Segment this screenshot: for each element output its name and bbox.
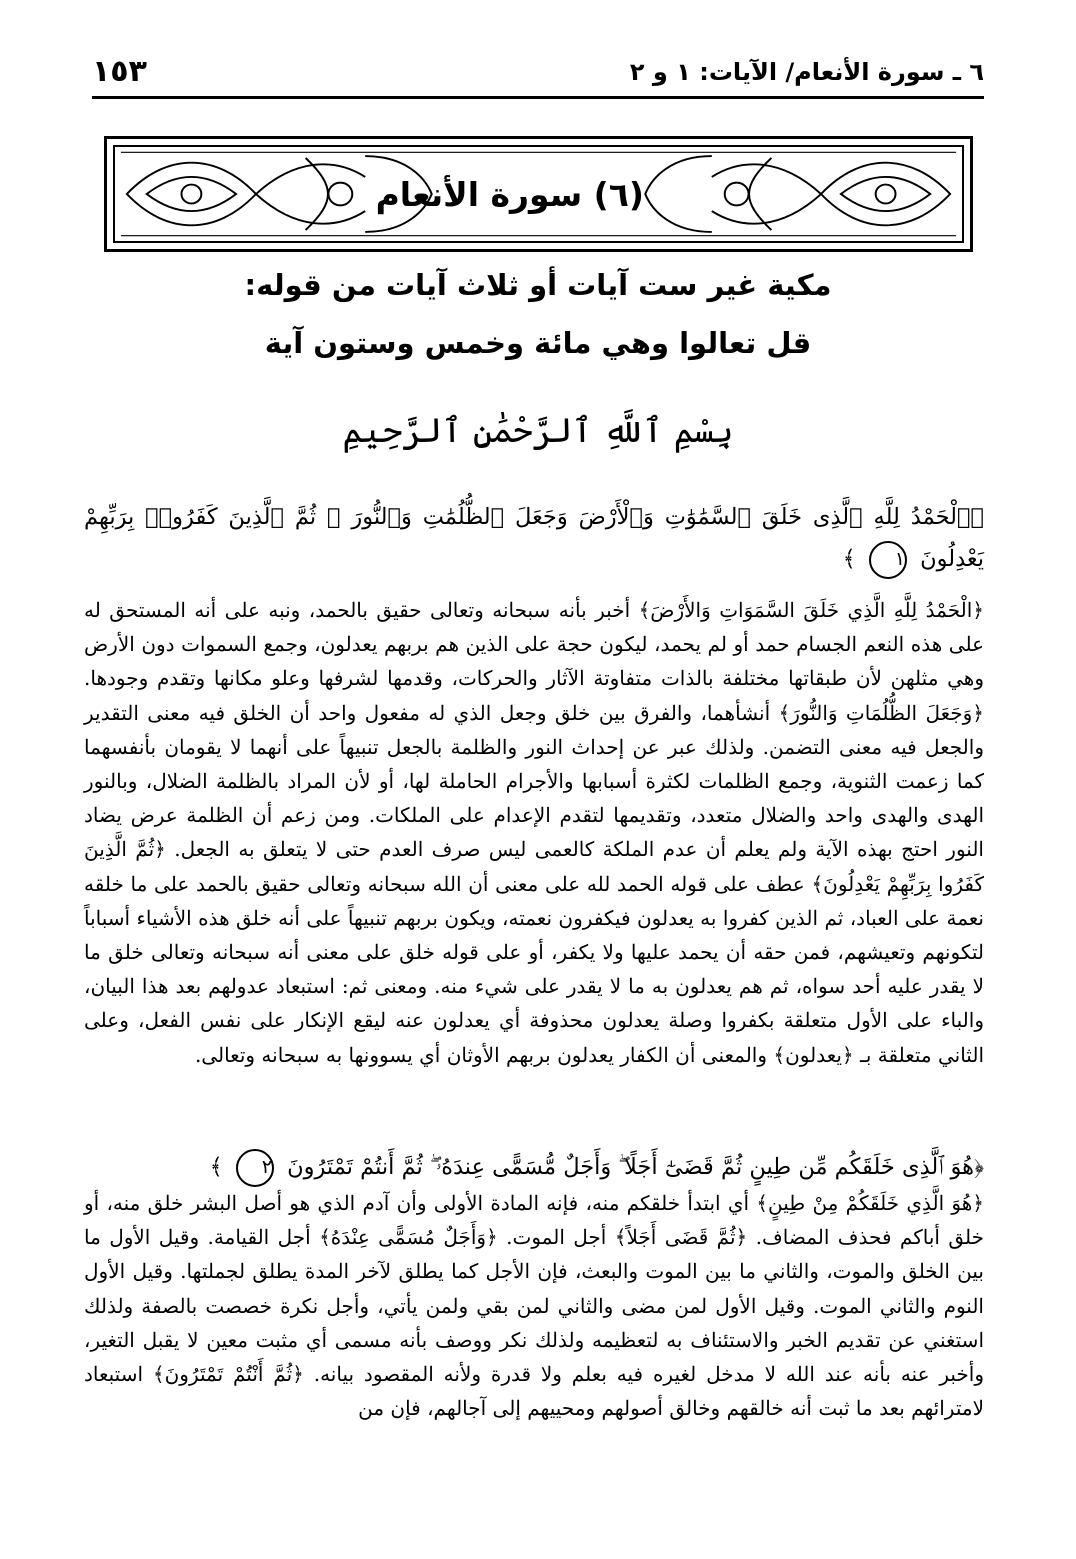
running-header (92, 54, 984, 92)
verse-1-text: ﴿ٱلْحَمْدُ لِلَّهِ ٱلَّذِى خَلَقَ ٱلسَّمَٰوَٰتِ وَٱلْأَرْضَ وَجَعَلَ ٱلظُّلُمَٰتِ وَٱلنُّورَ ۖ ثُمَّ ٱلَّذِينَ كَفَرُوا۟ بِرَبِّهِمْ يَعْدِلُونَ (84, 504, 984, 572)
verse-2-close: ﴾ (209, 1154, 223, 1180)
tafsir-paragraph: ﴿هُوَ الَّذِي خَلَقَكُمْ مِنْ طِينٍ﴾ أي ابتدأ خلقكم منه، فإنه المادة الأولى وأن آدم الذي هو أصل البشر خلق منه، أو خلق أباكم فحذف المضاف. ﴿ثُمَّ قَضَى أَجَلاً﴾ أجل الموت. ﴿وَأَجَلٌ مُسَمًّى عِنْدَهُ﴾ أجل القيامة. وقيل الأول ما بين الخلق والموت، والثاني ما بين الموت والبعث، فإن الأجل كما يطلق لآخر المدة يطلق لجملتها. وقيل الأول النوم والثاني الموت. وقيل الأول لمن مضى والثاني لمن بقي ولمن يأتي، وأجل نكرة خصصت بالصفة ولذلك استغني عن تقديم الخبر والاستئناف به لتعظيمه ولذلك نكر ووصف بأنه مسمى أي مثبت معين لا يقبل التغير، وأخبر عنه بأنه عند الله لا مدخل لغيره فيه بعلم ولا قدرة ولأنه المقصود بيانه. ﴿ثُمَّ أَنْتُمْ تَمْتَرُونَ﴾ استبعاد لامترائهم بعد ما ثبت أنه خالقهم وخالق أصولهم ومحييهم إلى آجالهم، فإن من (84, 1191, 984, 1421)
header-rule (92, 96, 984, 99)
basmala: بِسْمِ ٱللَّهِ ٱلرَّحْمَٰنِ ٱلرَّحِيمِ (342, 411, 734, 451)
tafsir-verse-1 (84, 593, 984, 1072)
quran-verse-2 (84, 1146, 984, 1188)
tafsir-paragraph: ﴿الْحَمْدُ لِلَّهِ الَّذِي خَلَقَ السَّمَوَاتِ وَالأَرْضَ﴾ أخبر بأنه سبحانه وتعالى حقيق بالحمد، ونبه على أنه المستحق له على هذه النعم الجسام حمد أو لم يحمد، ليكون حجة على الذين هم بربهم يعدلون، وجمع السموات دون الأرض وهي مثلهن لأن طبقاتها مختلفة بالذات متفاوتة الآثار والحركات، وقدمها لشرفها وعلو مكانها وتقدم وجودها. ﴿وَجَعَلَ الظُّلُمَاتِ وَالنُّورَ﴾ أنشأهما، والفرق بين خلق وجعل الذي له مفعول واحد أن الخلق فيه معنى التقدير والجعل فيه معنى التضمن. ولذلك عبر عن إحداث النور والظلمة بالجعل تنبيهاً على أنهما لا يقومان بأنفسهما كما زعمت الثنوية، وجمع الظلمات لكثرة أسبابها والأجرام الحاملة لها، أو لأن المراد بالظلمة الضلال، وبالنور الهدى والهدى واحد والضلال متعدد، وتقديمها لتقدم الإعدام على الملكات. ومن زعم أن الظلمة عرض يضاد النور احتج بهذه الآية ولم يعلم أن عدم الملكة كالعمى ليس صرف العدم حتى لا يتعلق به الجعل. ﴿ثُمَّ الَّذِينَ كَفَرُوا بِرَبِّهِمْ يَعْدِلُونَ﴾ عطف على قوله الحمد لله على معنى أن الله سبحانه وتعالى حقيق بالحمد على ما خلقه نعمة على العباد، ثم الذين كفروا به يعدلون فيكفرون نعمته، ويكون بربهم تنبيهاً على أنه خلق هذه الأشياء أسباباً لتكونهم وتعيشهم، فمن حقه أن يحمد عليها ولا يكفر، أو على قوله خلق على معنى أنه سبحانه وتعالى خلق ما لا يقدر عليه أحد سواه، ثم هم يعدلون به ما لا يقدر على شيء منه. ومعنى ثم: استبعاد عدولهم بعد هذا البيان، والباء على الأول متعلقة بكفروا وصلة يعدلون محذوفة أي يعدلون عنه ليقع الإنكار على نفس الفعل، وعلى الثاني متعلقة بـ ﴿يعدلون﴾ والمعنى أن الكفار يعدلون بربهم الأوثان أي يسوونها به سبحانه وتعالى. (84, 598, 984, 1067)
verse-2-text: ﴿هُوَ ٱلَّذِى خَلَقَكُم مِّن طِينٍ ثُمَّ قَضَىٰٓ أَجَلًا ۖ وَأَجَلٌ مُّسَمًّى عِندَهُۥ ۖ ثُمَّ أَنتُمْ تَمْتَرُونَ (287, 1154, 984, 1180)
surah-banner (104, 136, 973, 252)
surah-title: (٦) سورة الأنعام (375, 175, 644, 214)
page-number: ١٥٣ (92, 54, 147, 89)
running-title: ٦ ـ سورة الأنعام/ الآيات: ١ و ٢ (629, 58, 984, 86)
verse-1-close: ﴾ (842, 546, 856, 572)
surah-intro-line-2: قل تعالوا وهي مائة وخمس وستون آية (264, 326, 812, 360)
verse-number-marker: ١ (869, 541, 907, 579)
tafsir-verse-2 (84, 1186, 984, 1425)
surah-intro-line-1: مكية غير ست آيات أو ثلاث آيات من قوله: (244, 268, 832, 302)
verse-number-marker: ٢ (236, 1149, 274, 1187)
quran-verse-1 (84, 496, 984, 580)
surah-cartouche (375, 153, 644, 233)
